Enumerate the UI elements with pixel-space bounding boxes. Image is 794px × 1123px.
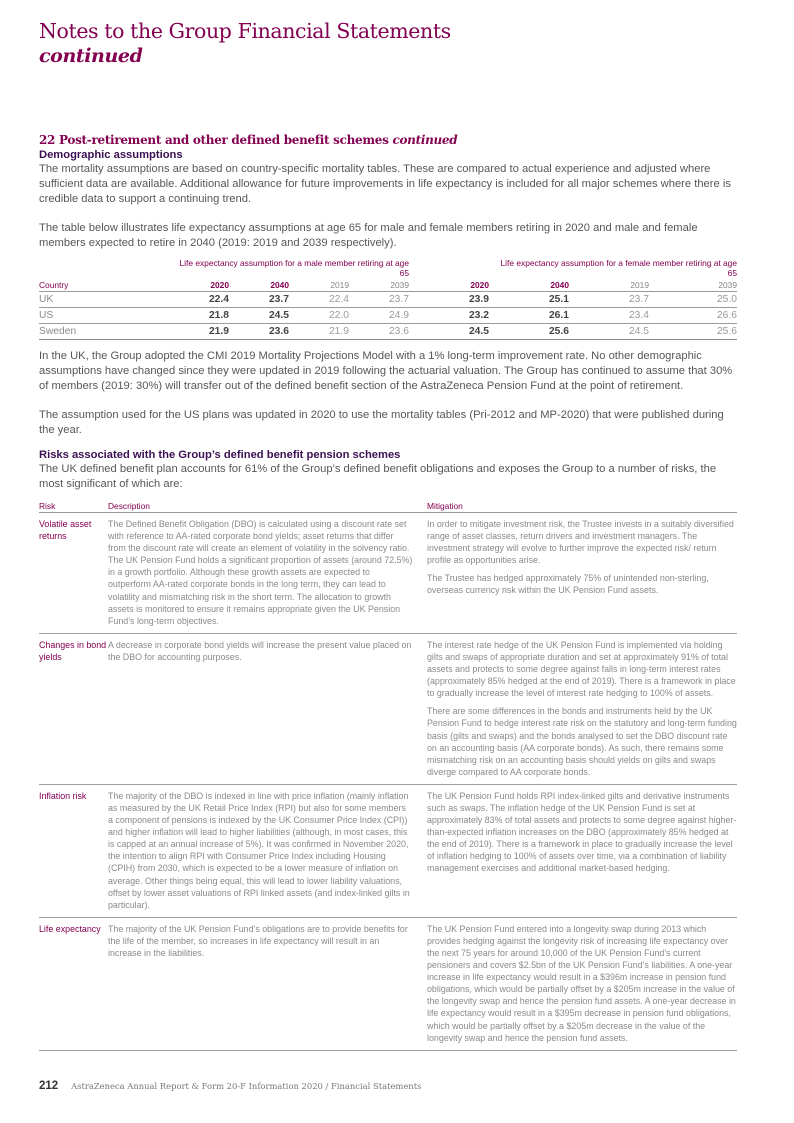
value-cell: 24.5 [229,308,289,324]
column-header-year: 2019 [289,278,349,292]
column-header-mitigation: Mitigation [427,499,737,513]
risk-table [39,499,737,1051]
paragraph-us-plans: The assumption used for the US plans was updated in 2020 to use the mortality tables (Pri-2012 and MP-2020) that were published during the year. [39,409,724,436]
table-row [39,292,737,308]
value-cell: 21.9 [289,324,349,340]
risk-description-cell: The Defined Benefit Obligation (DBO) is calculated using a discount rate set with reference to AA-rated corporate bond yields; asset returns that differ from the discount rate will create an element of volatility in the solvency ratio. The UK Pension Fund holds a significant proportion of assets (around 72.5%) in a growth portfolio. Although these growth assets are expected to outperform AA-rated corporate bonds in the long term, they can lead to volatility and mismatching risk in the short term. The allocation to growth assets is monitored to ensure it remains appropriate given the UK Pension Fund’s long-term objectives. [108,513,427,634]
risk-name-cell: Volatile asset returns [39,513,108,634]
risks-heading: Risks associated with the Group’s defined benefit pension schemes [39,449,401,461]
footer-reference: AstraZeneca Annual Report & Form 20-F Information 2020 / Financial Statements [71,1081,422,1091]
risk-mitigation-cell [427,917,737,1050]
risk-description-cell: A decrease in corporate bond yields will increase the present value placed on the DBO for accounting purposes. [108,633,427,784]
country-cell: US [39,308,169,324]
risk-row [39,513,737,634]
risk-mitigation-cell [427,784,737,917]
column-header-year: 2019 [569,278,649,292]
country-cell: Sweden [39,324,169,340]
value-cell: 23.4 [569,308,649,324]
column-header-risk: Risk [39,499,108,513]
group-header-male: Life expectancy assumption for a male member retiring at age 65 [179,258,409,278]
group-header-female: Life expectancy assumption for a female member retiring at age 65 [500,258,737,278]
column-header-year: 2040 [229,278,289,292]
value-cell: 23.2 [409,308,489,324]
page-subtitle: continued [39,45,143,67]
value-cell: 26.6 [649,308,737,324]
value-cell: 25.6 [649,324,737,340]
value-cell: 21.9 [169,324,229,340]
risk-name-cell: Changes in bond yields [39,633,108,784]
value-cell: 22.0 [289,308,349,324]
value-cell: 23.7 [229,292,289,308]
paragraph-mortality: The mortality assumptions are based on country-specific mortality tables. These are compared to actual experience and adjusted where sufficient data are available. Additional allowance for future improvements in life expectancy is included for all major schemes where there is credible data to support a continuing trend. [39,163,731,205]
value-cell: 26.1 [489,308,569,324]
risk-row [39,633,737,784]
paragraph-risks-intro: The UK defined benefit plan accounts for 61% of the Group’s defined benefit obligations and exposes the Group to a number of risks, the most significant of which are: [39,463,717,490]
column-header-year: 2040 [489,278,569,292]
risk-name-cell: Inflation risk [39,784,108,917]
value-cell: 25.6 [489,324,569,340]
column-header-country: Country [39,278,169,292]
table-row [39,308,737,324]
section-heading-text: 22 Post-retirement and other defined benefit schemes [39,133,389,147]
mitigation-paragraph: The interest rate hedge of the UK Pension Fund is implemented via holding gilts and swaps of appropriate duration and set at approximately 91% of total assets and protects to some degree against falls in long-term interest rates (approximately 85% hedged at the end of 2019). There is a framework in place to gradually increase the level of interest rate hedging to 100% of assets. [427,639,736,699]
page-footer [39,1080,421,1092]
mitigation-paragraph: There are some differences in the bonds and instruments held by the UK Pension Fund to hedge interest rate risk on the statutory and long-term funding basis (gilts and swaps) and the bonds analysed to set the DBO discount rate on an accounting basis (AA corporate bonds). As such, there remains some mismatching risk on an accounting basis should yields on gilts and swaps diverge compared to AA corporate bonds. [427,706,737,777]
value-cell: 25.0 [649,292,737,308]
mitigation-paragraph: The UK Pension Fund entered into a longevity swap during 2013 which provides hedging against the longevity risk of increasing life expectancy over the next 75 years for around 10,000 of the UK Pension Fund’s current pensioners and covers $2.5bn of the UK Pension Fund’s liabilities. A one-year increase in life expectancy would result in a $396m increase in pension fund obligations, which would be partially offset by a $205m increase in the value of the longevity swap and hence the pension fund assets. A one-year decrease in life expectancy would result in a $395m decrease in pension fund obligations, which would be partially offset by a $205m decrease in the value of the longevity swap and hence the pension fund assets. [427,923,736,1043]
risk-description-cell: The majority of the UK Pension Fund’s obligations are to provide benefits for the life of the member, so increases in life expectancy will result in an increase in the liabilities. [108,917,427,1050]
value-cell: 23.6 [349,324,409,340]
column-header-year: 2039 [349,278,409,292]
value-cell: 23.9 [409,292,489,308]
risk-name-cell: Life expectancy [39,917,108,1050]
page-number: 212 [39,1080,59,1092]
value-cell: 25.1 [489,292,569,308]
paragraph-uk-model: In the UK, the Group adopted the CMI 2019 Mortality Projections Model with a 1% long-term improvement rate. No other demographic assumptions have changed since they were updated in 2019 following the actuarial valuation. The Group has continued to assume that 30% of members (2019: 30%) will transfer out of the defined benefit section of the AstraZeneca Pension Fund at the point of retirement. [39,350,733,392]
value-cell: 23.7 [569,292,649,308]
column-header-description: Description [108,499,427,513]
column-header-year: 2020 [169,278,229,292]
page-title: Notes to the Group Financial Statements [39,19,451,43]
value-cell: 24.5 [409,324,489,340]
value-cell: 22.4 [169,292,229,308]
risk-mitigation-cell [427,633,737,784]
mitigation-paragraph: The UK Pension Fund holds RPI index-linked gilts and derivative instruments such as swaps. The inflation hedge of the UK Pension Fund is set at approximately 83% of total assets and protects to some degree against higher-than-expected inflation increases on the DBO (approximately 85% hedged at the end of 2019). There is a framework in place to gradually increase the level of inflation hedging to 100% of assets over time, via a combination of liability management exercises and additional market-based hedging. [427,790,737,874]
paragraph-table-intro: The table below illustrates life expectancy assumptions at age 65 for male and female members retiring in 2020 and male and female members expected to retire in 2040 (2019: 2019 and 2039 respectively). [39,222,698,249]
risk-description-cell: The majority of the DBO is indexed in line with price inflation (mainly inflation as measured by the UK Retail Price Index (RPI) but also for some members a component of pensions is indexed by the UK Consumer Price Index (CPI)) and higher inflation will lead to higher liabilities (although, in most cases, this is capped at an annual increase of 5%). It was confirmed in November 2020, the intention to align RPI with Consumer Price Index including Housing (CPIH) from 2030, which is expected to be a lower measure of inflation on average. Other things being equal, this will lead to lower liability valuations, offset by lower asset valuations of RPI linked assets (and index-linked gilts in particular). [108,784,427,917]
main-content [39,133,737,1051]
column-header-year: 2039 [649,278,737,292]
risk-row [39,917,737,1050]
value-cell: 21.8 [169,308,229,324]
risk-row [39,784,737,917]
mitigation-paragraph: The Trustee has hedged approximately 75% of unintended non-sterling, overseas currency risk within the UK Pension Fund assets. [427,573,709,596]
column-header-year: 2020 [409,278,489,292]
value-cell: 24.5 [569,324,649,340]
value-cell: 22.4 [289,292,349,308]
value-cell: 24.9 [349,308,409,324]
section-heading [39,133,737,148]
risk-mitigation-cell [427,513,737,634]
section-heading-suffix: continued [392,133,458,147]
value-cell: 23.6 [229,324,289,340]
table-row [39,324,737,340]
demographic-assumptions-heading: Demographic assumptions [39,149,183,161]
value-cell: 23.7 [349,292,409,308]
country-cell: UK [39,292,169,308]
mitigation-paragraph: In order to mitigate investment risk, the Trustee invests in a suitably diversified range of asset classes, return drivers and investment managers. The investment strategy will evolve to further improve the expected risk/ return profile as opportunities arise. [427,519,734,566]
life-expectancy-table [39,258,737,340]
